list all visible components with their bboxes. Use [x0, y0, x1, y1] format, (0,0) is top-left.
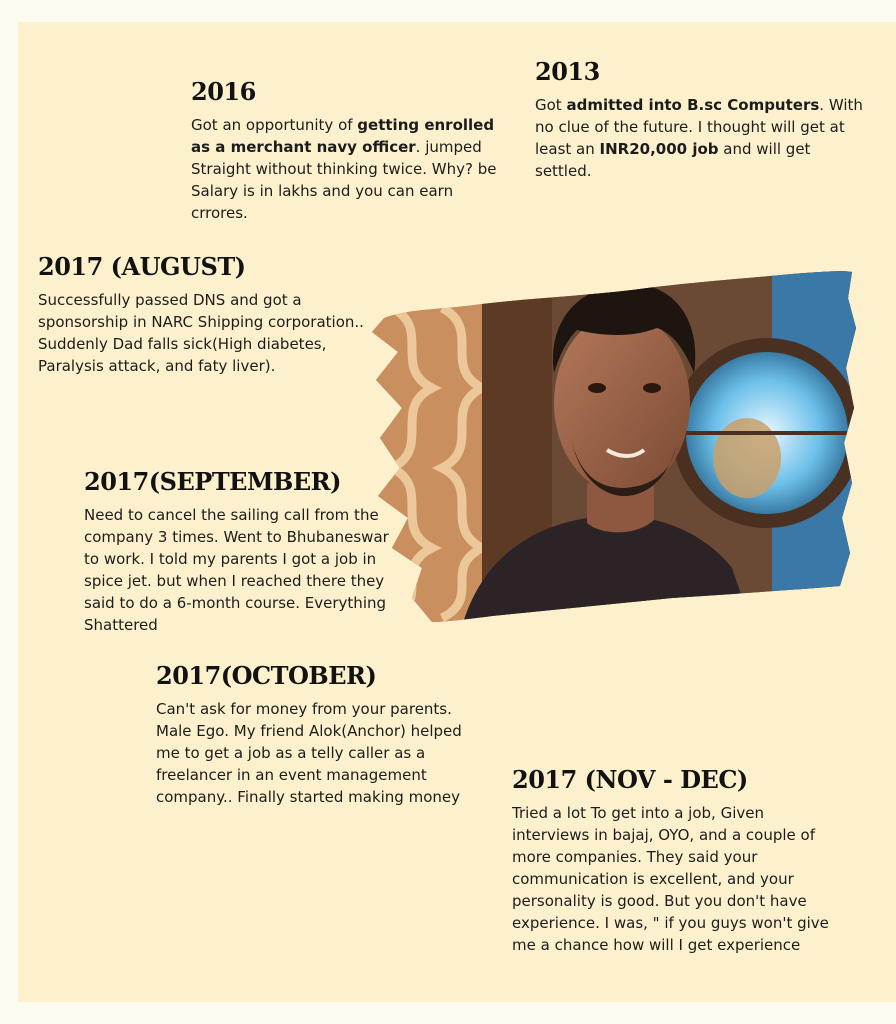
portrait-photo	[372, 268, 856, 626]
entry-text	[84, 504, 404, 636]
entry-highlight: admitted into B.sc Computers	[566, 96, 820, 114]
entry-highlight: INR20,000 job	[599, 140, 719, 158]
entry-text-run: Need to cancel the sailing call from the company 3 times. Went to Bhubaneswar to work. I told my parents I got a job in spice jet. but when I reached there they said to do a 6-month course. Everything Shattered	[84, 506, 389, 634]
entry-text-run: . jumped Straight without thinking twice. Why? be Salary is in lakhs and you can earn crrores.	[191, 138, 497, 222]
timeline-entry-2017-september	[84, 468, 404, 636]
entry-highlight: getting enrolled as a merchant navy officer	[191, 116, 495, 156]
timeline-entry-2017-october	[156, 662, 476, 808]
entry-text-run: Got an opportunity of	[191, 116, 358, 134]
entry-text-run: and will get settled.	[535, 140, 811, 180]
entry-year: 2017(OCTOBER)	[156, 661, 377, 690]
entry-year: 2013	[535, 57, 600, 86]
entry-text	[535, 94, 865, 182]
timeline-entry-2013	[535, 58, 865, 182]
entry-text	[512, 802, 832, 956]
entry-year: 2017 (NOV - DEC)	[512, 765, 748, 794]
entry-year: 2016	[191, 77, 256, 106]
timeline-entry-2017-nov-dec	[512, 766, 832, 956]
timeline-entry-2016	[191, 78, 511, 224]
entry-text-run: Can't ask for money from your parents. Male Ego. My friend Alok(Anchor) helped me to get a job as a telly caller as a freelancer in an event management company.. Finally started making money	[156, 700, 462, 806]
entry-year: 2017 (AUGUST)	[38, 252, 246, 281]
entry-text	[38, 289, 368, 377]
entry-text	[191, 114, 511, 224]
entry-text-run: Successfully passed DNS and got a sponsorship in NARC Shipping corporation.. Suddenly Dad falls sick(High diabetes, Paralysis attack, and faty liver).	[38, 291, 364, 375]
entry-text-run: . With no clue of the future. I thought will get at least an	[535, 96, 863, 158]
timeline-entry-2017-august	[38, 253, 368, 377]
entry-text-run: Tried a lot To get into a job, Given interviews in bajaj, OYO, and a couple of more companies. They said your communication is excellent, and your personality is good. But you don't have experience. I was, " if you guys won't give me a chance how will I get experience	[512, 804, 829, 954]
entry-text	[156, 698, 476, 808]
entry-text-run: Got	[535, 96, 567, 114]
entry-year: 2017(SEPTEMBER)	[84, 467, 341, 496]
